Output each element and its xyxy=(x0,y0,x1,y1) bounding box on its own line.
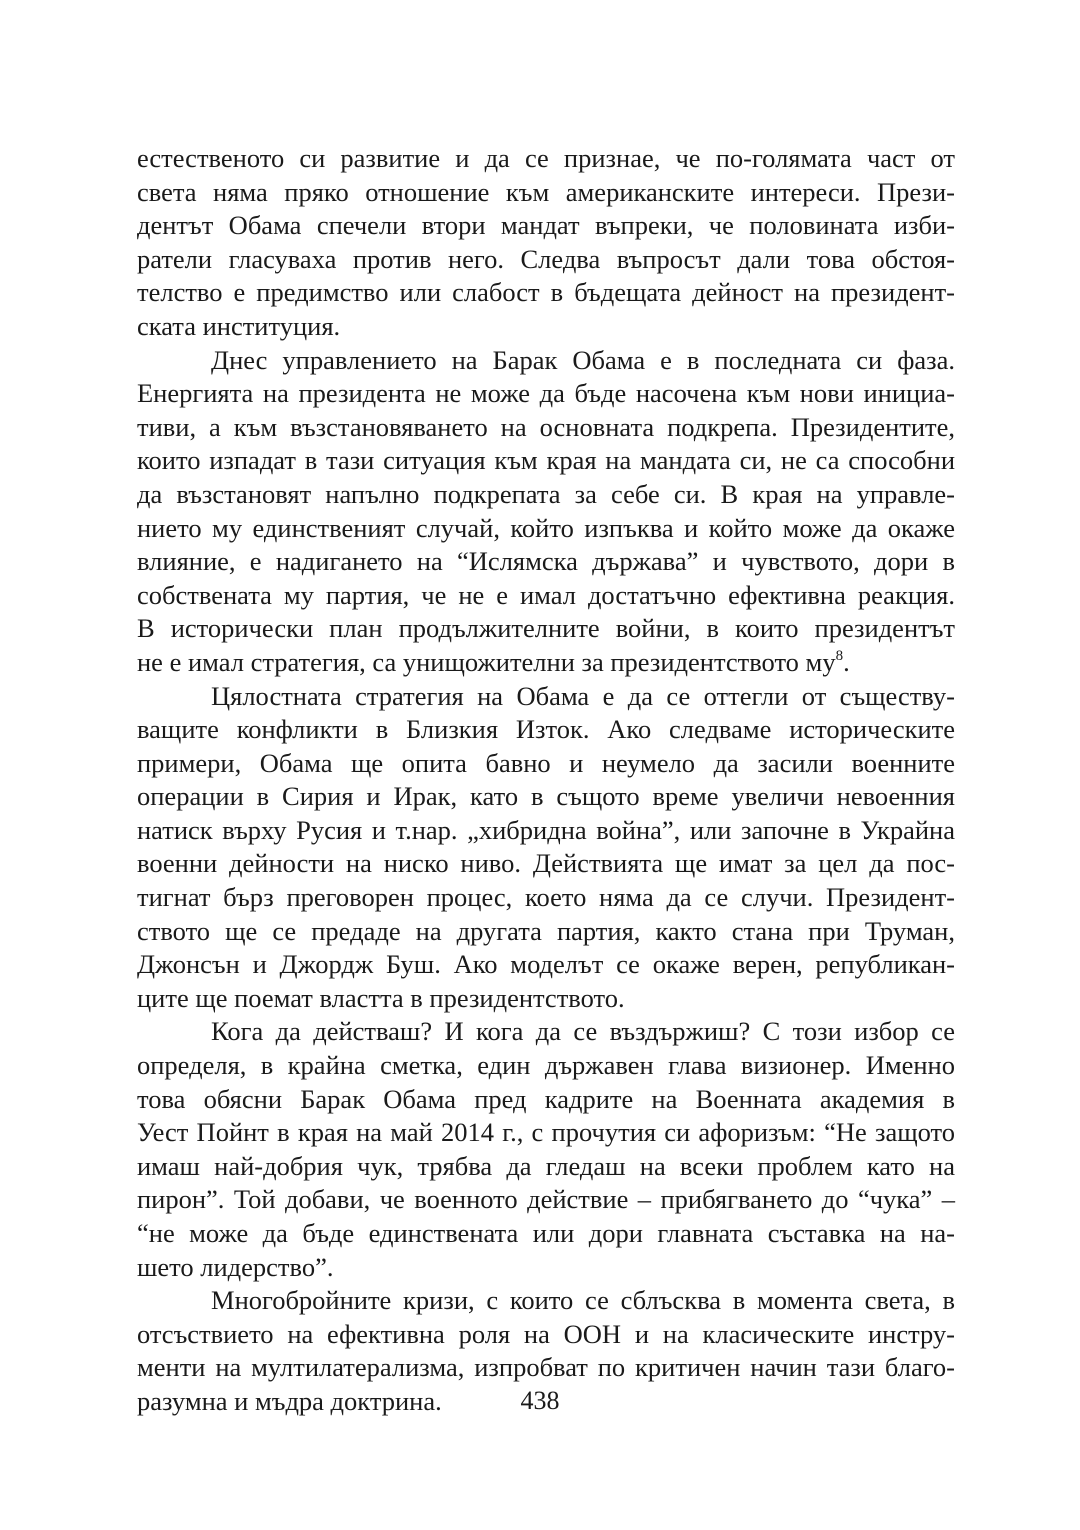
text-line: ците ще поемат властта в президентството. xyxy=(137,982,625,1013)
text-line: “не може да бъде единствената или дори главната съставка на на- xyxy=(137,1218,955,1248)
text-line: примери, Обама ще опита бавно и неумело да засили военните xyxy=(137,747,955,778)
text-line: телство е предимство или слабост в бъдещата дейност на президент- xyxy=(137,277,955,308)
text-line: тигнат бърз преговорен процес, което няма да се случи. Президент- xyxy=(137,882,955,913)
text-line: шето лидерство”. xyxy=(137,1251,334,1282)
paragraph xyxy=(137,680,955,1016)
text-line: собствената му партия, че не е имал достатъчно ефективна реакция. xyxy=(137,579,955,610)
text-line: ството ще се предаде на другата партия, както стана при Труман, xyxy=(137,915,955,946)
text-line: Кога да действаш? И кога да се въздържиш? С този избор се xyxy=(211,1016,955,1047)
text-line: влияние, е надигането на “Ислямска държава” и чувството, дори в xyxy=(137,546,955,577)
text-line: които изпадат в тази ситуация към края на мандата си, не са способни xyxy=(137,445,955,476)
text-line: В исторически план продължителните войни, в които президентът xyxy=(137,613,955,644)
text-line: Цялостната стратегия на Обама е да се оттегли от съществу- xyxy=(211,680,955,711)
text-line: света няма пряко отношение към американските интереси. Прези- xyxy=(137,176,955,207)
text-line: Многобройните кризи, с които се сблъсква в момента света, в xyxy=(211,1285,955,1316)
footnote-reference[interactable]: 8 xyxy=(835,647,844,664)
text-line: това обясни Барак Обама пред кадрите на Военната академия в xyxy=(137,1083,955,1114)
text-line: разумна и мъдра доктрина. xyxy=(137,1385,442,1416)
text-line: не е имал стратегия, са унищожителни за президентството му$^8$. xyxy=(137,646,850,677)
paragraph xyxy=(137,1015,955,1284)
text-line: ратели гласуваха против него. Следва въпросът дали това обстоя- xyxy=(137,243,955,274)
body-text xyxy=(137,142,955,1419)
text-line: Днес управлението на Барак Обама е в последната си фаза. xyxy=(211,344,955,375)
text-line: тиви, а към възстановяването на основната подкрепа. Президентите, xyxy=(137,411,955,442)
text-line: Уест Пойнт в края на май 2014 г., с прочутия си афоризъм: “Не защото xyxy=(137,1117,955,1148)
text-line: Енергията на президента не може да бъде насочена към нови инициа- xyxy=(137,378,955,409)
text-line: да възстановят напълно подкрепата за себе си. В края на управле- xyxy=(137,478,955,509)
text-line: ската институция. xyxy=(137,310,341,341)
paragraph xyxy=(137,142,955,344)
text-line: военни дейности на ниско ниво. Действията ще имат за цел да пос- xyxy=(137,848,955,879)
text-line: отсъствието на ефективна роля на ООН и на класическите инстру- xyxy=(137,1318,955,1349)
punctuation: . xyxy=(843,646,850,677)
text-line: ващите конфликти в Близкия Изток. Ако следваме историческите xyxy=(137,714,955,745)
text-line: натиск върху Русия и т.нар. „хибридна война”, или започне в Украйна xyxy=(137,814,955,845)
text-line: естественото си развитие и да се признае, че по-голямата част от xyxy=(137,143,955,173)
text-line: определя, в крайна сметка, един държавен глава визионер. Именно xyxy=(137,1050,955,1081)
text-line: менти на мултилатерализма, изпробват по критичен начин тази благо- xyxy=(137,1352,955,1383)
text-line: дентът Обама спечели втори мандат въпреки, че половината изби- xyxy=(137,210,955,241)
text-line: пирон”. Той добави, че военното действие – прибягването до “чука” – xyxy=(137,1184,955,1215)
page-number: 438 xyxy=(520,1386,560,1415)
text-line: нието му единственият случай, който изпъква и който може да окаже xyxy=(137,512,955,543)
text-line: операции в Сирия и Ирак, като в същото време увеличи невоенния xyxy=(137,781,955,812)
text-line: имаш най-добрия чук, трябва да гледаш на всеки проблем като на xyxy=(137,1150,955,1181)
text-line: Джонсън и Джордж Буш. Ако моделът се окаже верен, републикан- xyxy=(137,949,955,980)
paragraph xyxy=(137,344,955,680)
